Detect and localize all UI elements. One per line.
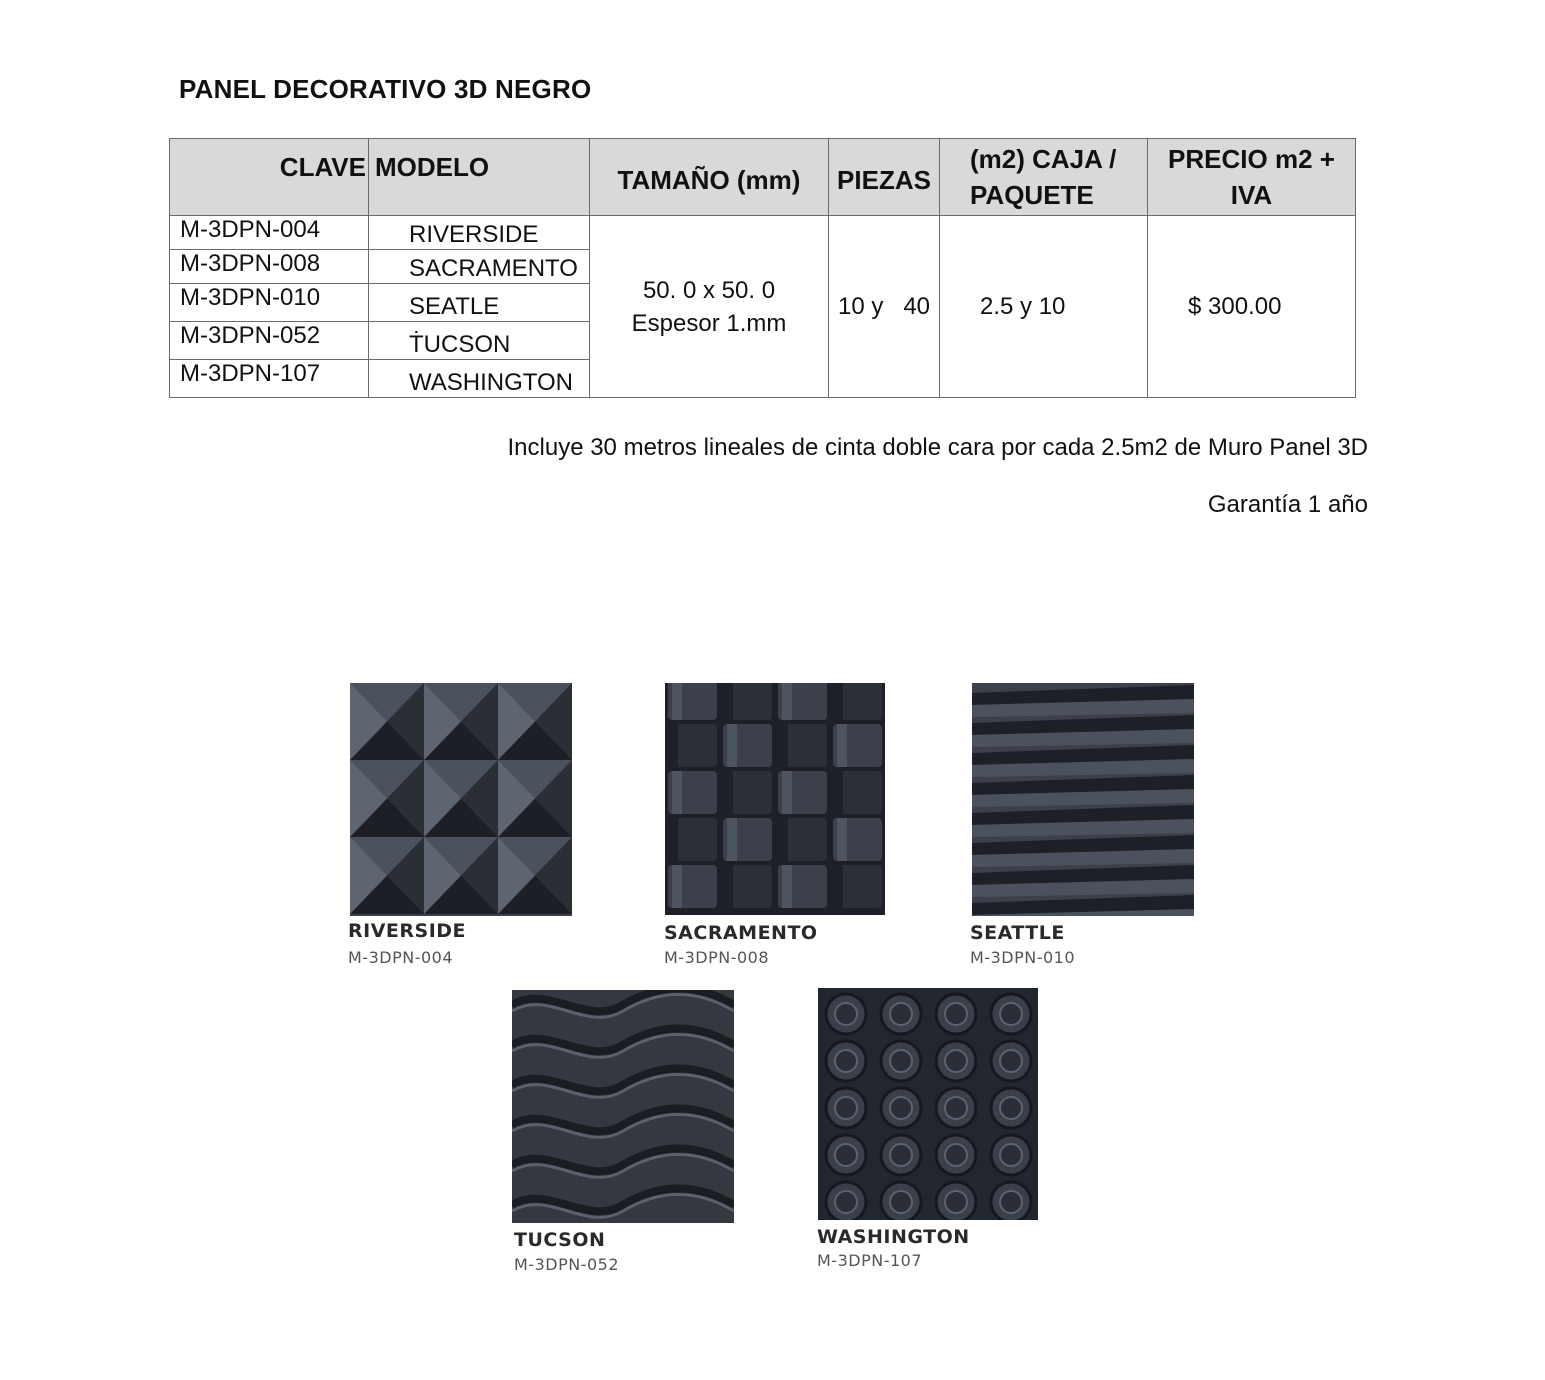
pieces-cell: 10 y 40 <box>829 216 940 398</box>
row-model: WASHINGTON <box>369 360 590 398</box>
header-precio <box>1148 139 1356 216</box>
header-clave-label: CLAVE <box>279 152 366 182</box>
row-code: M-3DPN-004 <box>170 216 369 250</box>
table-header-row <box>170 139 1356 216</box>
page-title: PANEL DECORATIVO 3D NEGRO <box>179 74 592 104</box>
header-clave <box>170 139 369 216</box>
riverside-caption-code: M-3DPN-004 <box>348 948 454 967</box>
row-model: RIVERSIDE <box>369 216 590 250</box>
waves-pattern <box>512 990 734 1223</box>
header-modelo-label: MODELO <box>375 152 490 182</box>
row-code: M-3DPN-010 <box>170 284 369 322</box>
stripes-pattern <box>972 683 1194 916</box>
tucson-caption-code: M-3DPN-052 <box>514 1255 620 1274</box>
header-caja-line2: PAQUETE <box>970 180 1094 210</box>
header-modelo <box>369 139 590 216</box>
table-row <box>170 216 1356 250</box>
row-model: SACRAMENTO <box>369 250 590 284</box>
size-line2: Espesor 1.mm <box>631 309 787 337</box>
washington-caption-code: M-3DPN-107 <box>817 1251 923 1270</box>
header-piezas-label: PIEZAS <box>837 164 931 195</box>
price-cell: $ 300.00 <box>1148 216 1356 398</box>
sacramento-caption-name: SACRAMENTO <box>664 922 818 944</box>
washington-caption-name: WASHINGTON <box>817 1226 970 1248</box>
pyramid-pattern <box>350 683 572 916</box>
header-caja <box>940 139 1148 216</box>
tucson-panel-image <box>512 990 734 1223</box>
product-table <box>169 138 1356 398</box>
header-piezas <box>829 139 940 216</box>
size-line1: 50. 0 x 50. 0 <box>642 276 776 304</box>
riverside-panel-image <box>350 683 572 916</box>
header-tamano <box>590 139 829 216</box>
header-tamano-label: TAMAÑO (mm) <box>617 164 801 195</box>
tape-note: Incluye 30 metros lineales de cinta doble cara por cada 2.5m2 de Muro Panel 3D <box>507 434 1368 461</box>
row-model: ṪUCSON <box>369 322 590 360</box>
sacramento-caption-code: M-3DPN-008 <box>664 948 770 967</box>
warranty-note: Garantía 1 año <box>1207 491 1368 518</box>
seattle-caption-code: M-3DPN-010 <box>970 948 1076 967</box>
row-code: M-3DPN-107 <box>170 360 369 398</box>
sacramento-panel-image <box>665 683 885 915</box>
row-code: M-3DPN-052 <box>170 322 369 360</box>
header-precio-line1: PRECIO m2 + <box>1168 144 1335 174</box>
row-model: SEATLE <box>369 284 590 322</box>
washington-panel-image <box>818 988 1038 1220</box>
circles-pattern <box>818 988 1038 1220</box>
seattle-panel-image <box>972 683 1194 916</box>
tucson-caption-name: TUCSON <box>514 1229 606 1251</box>
seattle-caption-name: SEATTLE <box>970 922 1065 944</box>
row-code: M-3DPN-008 <box>170 250 369 284</box>
woven-pattern <box>665 683 885 915</box>
header-caja-line1: (m2) CAJA / <box>970 144 1117 174</box>
box-cell: 2.5 y 10 <box>940 216 1148 398</box>
size-cell <box>590 216 829 398</box>
header-precio-line2: IVA <box>1230 180 1273 210</box>
riverside-caption-name: RIVERSIDE <box>348 920 467 942</box>
